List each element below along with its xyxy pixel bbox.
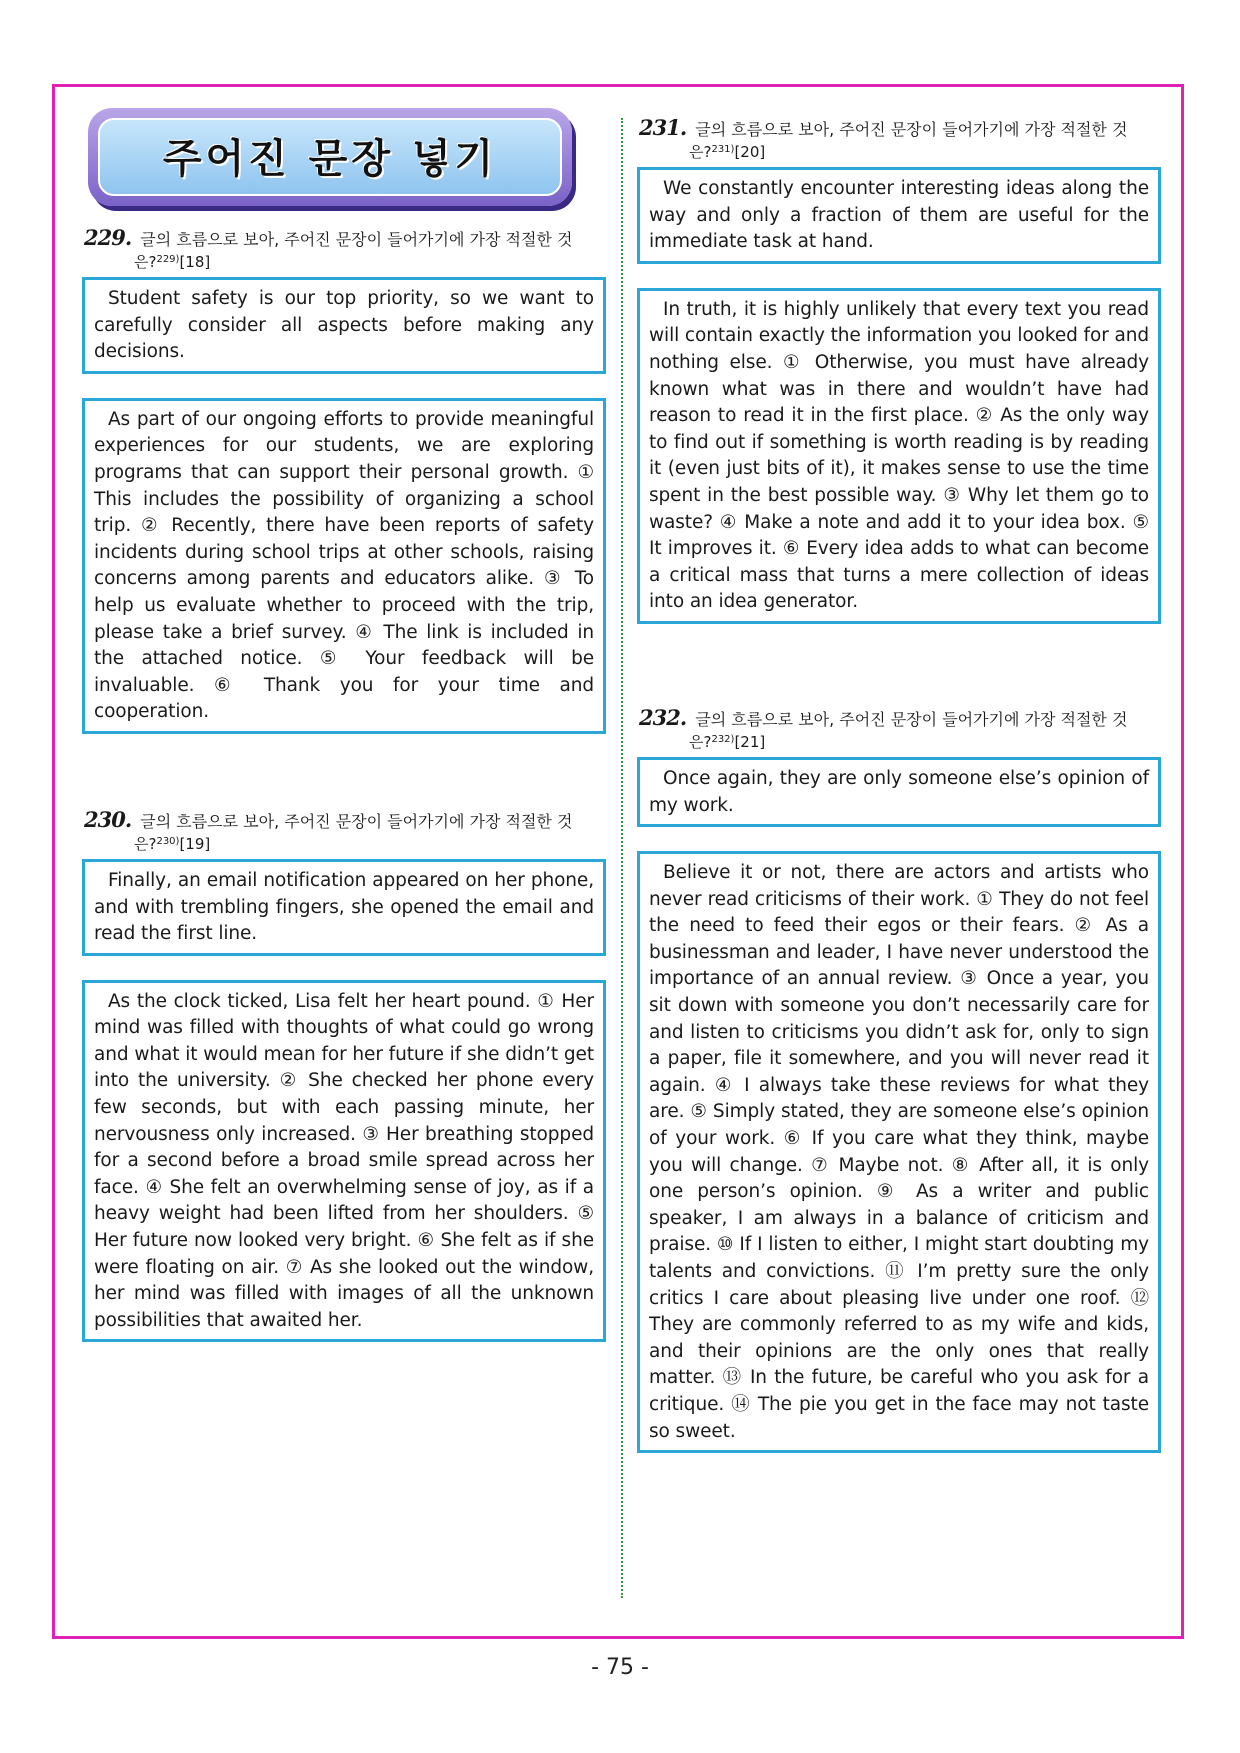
- question-header: [82, 225, 606, 250]
- question-instruction: 글의 흐름으로 보아, 주어진 문장이 들어가기에 가장 적절한 것: [695, 120, 1128, 139]
- passage-text: As part of our ongoing efforts to provide meaningful experiences for our students, we are exploring programs that can support their personal growth. ① This includes the possibility of organizing a school trip. ② Recently, there have been reports of safety incidents during school trips at other schools, raising concerns among parents and educators alike. ③ To help us evaluate whether to proceed with the trip, please take a brief survey. ④ The link is included in the attached notice. ⑤ Your feedback will be invaluable. ⑥ Thank you for your time and cooperation.: [94, 408, 594, 723]
- passage-box: [637, 851, 1161, 1453]
- page-title: 주어진 문장 넣기: [162, 136, 498, 182]
- question-instruction: 글의 흐름으로 보아, 주어진 문장이 들어가기에 가장 적절한 것: [140, 230, 573, 249]
- given-sentence-box: [637, 757, 1161, 827]
- question-source: [21]: [734, 732, 766, 751]
- question-number: 231.: [639, 115, 687, 140]
- given-sentence: We constantly encounter interesting ideas along the way and only a fraction of them are useful for the immediate task at hand.: [649, 178, 1149, 253]
- question-232: 232. 글의 흐름으로 보아, 주어진 문장이 들어가기에 가장 적절한 것 은?$^{232)}$[21] Once again, they are only someone else’s opinion of my work. Believe it or not, there are actors and artists who never read criticisms of their work. ① They do not feel the need to feed their egos or their fears. ② As a businessman and leader, I have never understood the importance of an annual review. ③ Once a year, you sit down with someone you don’t necessarily care for and listen to criticisms you didn’t ask for, only to sign a paper, file it somewhere, and you will never read it again. ④ I always take these reviews for what they are. ⑤ Simply stated, they are someone else’s opinion of your work. ⑥ If you care what they think, maybe you will change. ⑦ Maybe not. ⑧ After all, it is only one person’s opinion. ⑨ As a writer and public speaker, I am always in a balance of criticism and praise. ⑩ If I listen to either, I might start doubting my talents and convictions. ⑪ I’m pretty sure the only critics I care about pleasing live under one roof. ⑫ They are commonly referred to as my wife and kids, and their opinions are the only ones that really matter. ⑬ In the future, be careful who you ask for a critique. ⑭ The pie you get in the face may not taste so sweet.: [637, 708, 1161, 1453]
- given-sentence-box: [82, 859, 606, 956]
- question-instruction: 글의 흐름으로 보아, 주어진 문장이 들어가기에 가장 적절한 것: [140, 811, 573, 831]
- question-header: [637, 704, 1161, 730]
- question-230: 230. 글의 흐름으로 보아, 주어진 문장이 들어가기에 가장 적절한 것 은?$^{230)}$[19] Finally, an email notification appeared on her phone, and with trembling fingers, she opened the email and read the first line. As the clock ticked, Lisa felt her heart pound. ① Her mind was filled with thoughts of what could go wrong and what it would mean for her future if she didn’t get into the university. ② She checked her phone every few seconds, but with each passing minute, her nervousness only increased. ③ Her breathing stopped for a second before a broad smile spread across her face. ④ She felt an overwhelming sense of joy, as if a heavy weight had been lifted from her shoulders. ⑤ Her future now looked very bright. ⑥ She felt as if she were floating on air. ⑦ As she looked out the window, her mind was filled with images of all the unknown possibilities that awaited her.: [82, 810, 606, 1343]
- question-231: 231. 글의 흐름으로 보아, 주어진 문장이 들어가기에 가장 적절한 것 은?$^{231)}$[20] We constantly encounter interesting ideas along the way and only a fraction of them are useful for the immediate task at hand. In truth, it is highly unlikely that every text you read will contain exactly the information you looked for and nothing else. ① Otherwise, you must have already known what was in there and wouldn’t have had reason to read it in the first place. ② As the only way to find out if something is worth reading is by reading it (even just bits of it), it makes sense to use the time spent in the best possible way. ③ Why let them go to waste? ④ Make a note and add it to your idea box. ⑤ It improves it. ⑥ Every idea adds to what can become a critical mass that turns a mere collection of ideas into an idea generator.: [637, 118, 1161, 624]
- footnote-ref: 231): [711, 144, 735, 155]
- page-number: - 75 -: [591, 1655, 649, 1680]
- footnote-ref: 232): [711, 733, 735, 745]
- footnote-ref: 230): [156, 835, 180, 847]
- passage-text: Believe it or not, there are actors and artists who never read criticisms of their work. ① They do not feel the need to feed their egos or their fears. ② As a businessman and leader, I have never understood the importance of an annual review. ③ Once a year, you sit down with someone you don’t necessarily care for and listen to criticisms you didn’t ask for, only to sign a paper, file it somewhere, and you will never read it again. ④ I always take these reviews for what they are. ⑤ Simply stated, they are someone else’s opinion of your work. ⑥ If you care what they think, maybe you will change. ⑦ Maybe not. ⑧ After all, it is only one person’s opinion. ⑨ As a writer and public speaker, I am always in a balance of criticism and praise. ⑩ If I listen to either, I might start doubting my talents and convictions. ⑪ I’m pretty sure the only critics I care about pleasing live under one roof. ⑫ They are commonly referred to as my wife and kids, and their opinions are the only ones that really matter. ⑬ In the future, be careful who you ask for a critique. ⑭ The pie you get in the face may not taste so sweet.: [649, 862, 1149, 1442]
- passage-text: In truth, it is highly unlikely that every text you read will contain exactly the information you looked for and nothing else. ① Otherwise, you must have already known what was in there and wouldn’t have had reason to read it in the first place. ② As the only way to find out if something is worth reading is by reading it (even just bits of it), it makes sense to use the time spent in the best possible way. ③ Why let them go to waste? ④ Make a note and add it to your idea box. ⑤ It improves it. ⑥ Every idea adds to what can become a critical mass that turns a mere collection of ideas into an idea generator.: [649, 298, 1149, 613]
- right-column: [637, 115, 1161, 1453]
- passage-box: [637, 288, 1161, 624]
- given-sentence-box: [637, 167, 1161, 264]
- given-sentence-box: [82, 277, 606, 374]
- given-sentence: Finally, an email notification appeared on her phone, and with trembling fingers, she opened the email and read the first line.: [94, 869, 594, 945]
- question-source: [19]: [179, 834, 211, 853]
- question-number: 232.: [639, 704, 687, 730]
- footnote-ref: 229): [156, 254, 180, 265]
- left-column: [82, 108, 606, 1342]
- passage-box: [82, 398, 606, 734]
- question-instruction: 글의 흐름으로 보아, 주어진 문장이 들어가기에 가장 적절한 것: [695, 709, 1128, 729]
- question-header: [637, 115, 1161, 140]
- question-229: 229. 글의 흐름으로 보아, 주어진 문장이 들어가기에 가장 적절한 것 은?$^{229)}$[18] Student safety is our top priority, so we want to carefully consider all aspects before making any decisions. As part of our ongoing efforts to provide meaningful experiences for our students, we are exploring programs that can support their personal growth. ① This includes the possibility of organizing a school trip. ② Recently, there have been reports of safety incidents during school trips at other schools, raising concerns among parents and educators alike. ③ To help us evaluate whether to proceed with the trip, please take a brief survey. ④ The link is included in the attached notice. ⑤ Your feedback will be invaluable. ⑥ Thank you for your time and cooperation.: [82, 228, 606, 734]
- question-header: [82, 806, 606, 832]
- passage-text: As the clock ticked, Lisa felt her heart pound. ① Her mind was filled with thoughts of what could go wrong and what it would mean for her future if she didn’t get into the university. ② She checked her phone every few seconds, but with each passing minute, her nervousness only increased. ③ Her breathing stopped for a second before a broad smile spread across her face. ④ She felt an overwhelming sense of joy, as if a heavy weight had been lifted from her shoulders. ⑤ Her future now looked very bright. ⑥ She felt as if she were floating on air. ⑦ As she looked out the window, her mind was filled with images of all the unknown possibilities that awaited her.: [94, 990, 594, 1331]
- given-sentence: Once again, they are only someone else’s opinion of my work.: [649, 767, 1149, 816]
- passage-box: [82, 980, 606, 1343]
- question-number: 230.: [84, 806, 132, 832]
- question-source: [18]: [179, 253, 211, 271]
- question-number: 229.: [84, 225, 132, 250]
- given-sentence: Student safety is our top priority, so we want to carefully consider all aspects before making any decisions.: [94, 288, 594, 363]
- question-source: [20]: [734, 143, 766, 161]
- title-banner: [88, 108, 572, 206]
- column-divider: [621, 118, 623, 1598]
